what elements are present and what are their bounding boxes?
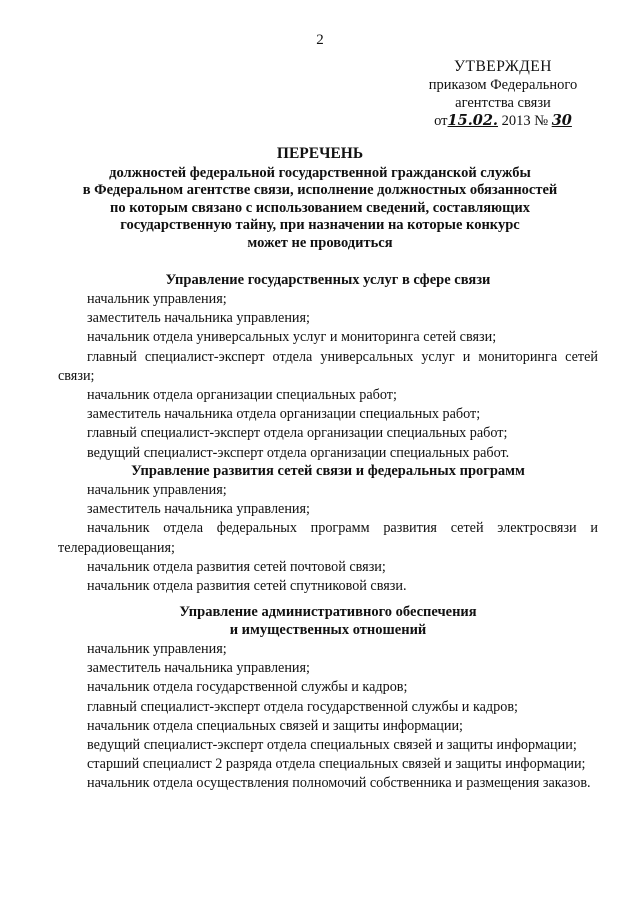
list-item: заместитель начальника управления; (87, 310, 310, 327)
list-item: заместитель начальника отдела организации специальных работ; (87, 406, 481, 423)
title-line: в Федеральном агентстве связи, исполнение должностных обязанностей (82, 182, 558, 199)
approval-stamp (418, 58, 588, 130)
list-item: старший специалист 2 разряда отдела специальных связей и защиты информации; (87, 756, 586, 773)
list-item: начальник отдела государственной службы и кадров; (87, 679, 408, 696)
list-item: начальник управления; (87, 291, 227, 307)
list-item: начальник отдела федеральных программ развития сетей электросвязи и телерадиовещания; (58, 520, 598, 556)
list-item: заместитель начальника управления; (87, 501, 310, 518)
section-administrative-support (58, 604, 598, 794)
approval-agency-line: агентства связи (455, 95, 551, 111)
list-item: начальник отдела организации специальных работ; (87, 387, 397, 404)
title-line: может не проводиться (247, 234, 393, 251)
section-network-development (58, 463, 598, 596)
list-item: начальник отдела осуществления полномочий собственника и размещения заказов. (87, 775, 591, 792)
page-number: 2 (316, 32, 324, 48)
title-main: ПЕРЕЧЕНЬ (276, 145, 364, 162)
list-item: заместитель начальника управления; (87, 660, 310, 677)
approval-date-year: 2013 № (501, 113, 549, 129)
document-title (60, 145, 580, 253)
approval-date-handwritten: 15.02. (447, 112, 498, 129)
section-heading: и имущественных отношений (229, 622, 427, 638)
approval-order-line: приказом Федерального (428, 77, 578, 93)
title-line: государственную тайну, при назначении на которые конкурс (120, 217, 520, 234)
approval-number-handwritten: 30 (551, 112, 572, 129)
list-item: ведущий специалист-эксперт отдела организации специальных работ. (87, 444, 510, 461)
section-state-services (58, 272, 598, 463)
list-item: начальник управления; (87, 641, 227, 657)
list-item: главный специалист-эксперт отдела организации специальных работ; (87, 425, 508, 442)
list-item: начальник отдела универсальных услуг и мониторинга сетей связи; (87, 329, 497, 346)
section-heading: Управление государственных услуг в сфере связи (165, 272, 491, 288)
list-item: начальник управления; (87, 482, 227, 498)
list-item: ведущий специалист-эксперт отдела специальных связей и защиты информации; (87, 737, 577, 754)
list-item: главный специалист-эксперт отдела государственной службы и кадров; (87, 698, 518, 715)
approval-title: УТВЕРЖДЕН (454, 58, 552, 75)
section-heading: Управление развития сетей связи и федеральных программ (131, 463, 525, 479)
section-heading: Управление административного обеспечения (179, 604, 477, 620)
list-item: начальник отдела развития сетей почтовой связи; (87, 558, 386, 575)
list-item: главный специалист-эксперт отдела универсальных услуг и мониторинга сетей связи; (58, 348, 598, 384)
approval-date-line (418, 112, 588, 130)
title-line: по которым связано с использованием сведений, составляющих (110, 199, 530, 216)
approval-date-prefix: от (434, 113, 448, 129)
list-item: начальник отдела развития сетей спутниковой связи. (87, 578, 407, 595)
title-line: должностей федеральной государственной гражданской службы (109, 164, 531, 181)
list-item: начальник отдела специальных связей и защиты информации; (87, 717, 463, 734)
